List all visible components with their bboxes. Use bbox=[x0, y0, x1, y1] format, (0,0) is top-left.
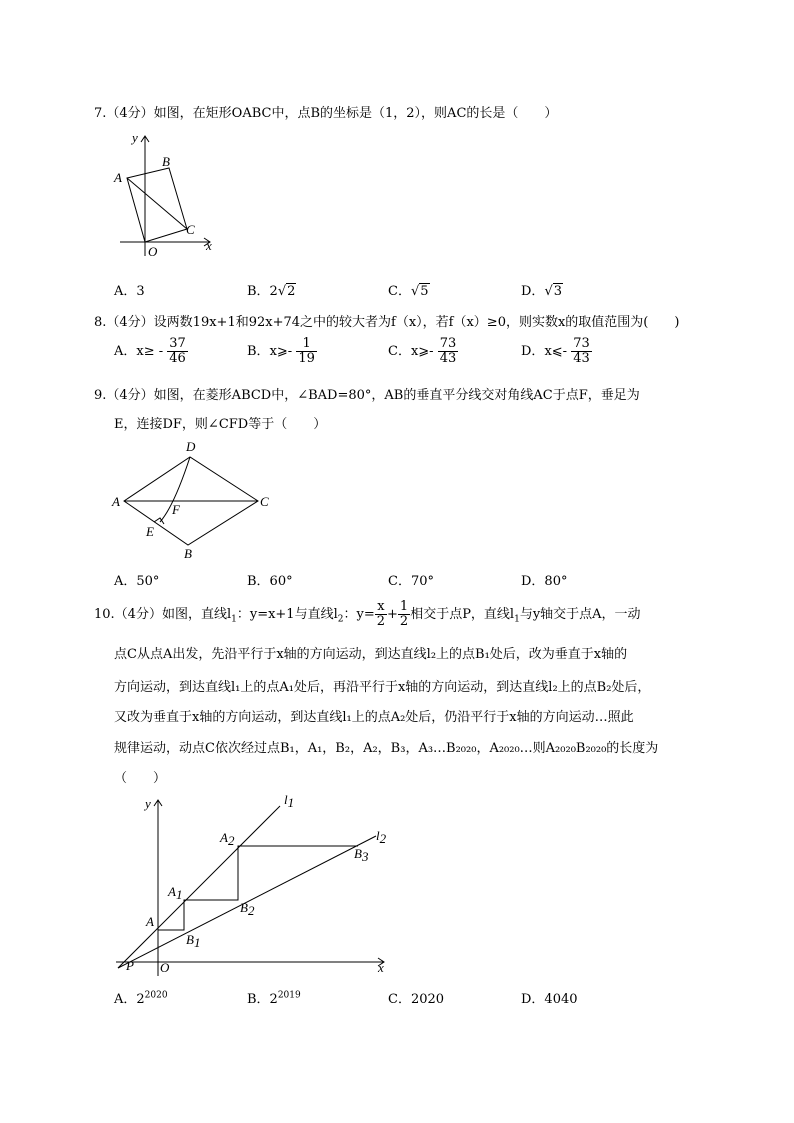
q7-option-d: D．√3 bbox=[521, 284, 563, 299]
q9-label-F: F bbox=[172, 502, 180, 517]
q10-option-d: D．4040 bbox=[521, 992, 578, 1007]
q7-label-A: A bbox=[114, 170, 122, 185]
q8-stem: 8.（4分）设两数19x+1和92x+74之中的较大者为f（x），若f（x）≥0，则实数x的取值范围为( ) bbox=[94, 315, 680, 330]
q10-stem-line6: （ ） bbox=[114, 771, 167, 786]
q7-label-x: x bbox=[206, 238, 212, 253]
q10-label-l1: l1 bbox=[284, 792, 295, 810]
q9-label-E: E bbox=[146, 524, 154, 539]
q10-label-x: x bbox=[378, 960, 384, 975]
q10-label-A1: A1 bbox=[168, 884, 183, 902]
q9-label-A: A bbox=[112, 494, 120, 509]
q10-stem-line3: 方向运动，到达直线l₁上的点A₁处后，再沿平行于x轴的方向运动，到达直线l₂上的点B₂处后， bbox=[114, 680, 651, 695]
q10-figure bbox=[108, 790, 398, 980]
q7-figure bbox=[110, 128, 230, 263]
q9-option-d: D．80° bbox=[521, 574, 568, 589]
q7-label-O: O bbox=[148, 244, 158, 259]
q7-label-B: B bbox=[162, 154, 170, 169]
q10-stem-line1: 10.（4分）如图，直线$l_1$：y=x+1与直线$l_2$：y= $\frac{x}{2}$ + $\frac{1}{2}$ 相交于点P，直线$l_1$与y轴交于点A，一动 bbox=[94, 599, 641, 629]
q10-option-c: C．2020 bbox=[388, 992, 445, 1007]
q7-stem: 7.（4分）如图，在矩形OABC中，点B的坐标是（1，2），则AC的长是（ ） bbox=[94, 106, 558, 121]
q7-label-C: C bbox=[186, 222, 195, 237]
q9-label-C: C bbox=[260, 494, 269, 509]
q9-figure bbox=[108, 436, 278, 566]
q7-option-c: C．√5 bbox=[388, 284, 429, 299]
q9-label-D: D bbox=[186, 439, 196, 454]
q10-label-B2: B2 bbox=[240, 900, 255, 918]
q9-option-a: A．50° bbox=[114, 574, 160, 589]
q8-option-b: B．x⩾- $\frac{1}{19}$ bbox=[247, 336, 315, 366]
q10-stem-line4: 又改为垂直于x轴的方向运动，到达直线l₁上的点A₂处后，仍沿平行于x轴的方向运动…照此 bbox=[114, 710, 634, 725]
q9-stem-line2: E，连接DF，则∠CFD等于（ ） bbox=[114, 417, 327, 432]
q7-option-a: A．3 bbox=[114, 284, 145, 299]
q10-label-y: y bbox=[145, 796, 151, 811]
q10-label-A: A bbox=[146, 914, 154, 929]
q10-label-l2: l2 bbox=[376, 828, 387, 846]
q8-option-d: D．x⩽- $\frac{73}{43}$ bbox=[521, 336, 590, 366]
q9-option-b: B．60° bbox=[247, 574, 293, 589]
q10-stem-line2: 点C从点A出发，先沿平行于x轴的方向运动，到达直线l₂上的点B₁处后，改为垂直于x轴的 bbox=[114, 647, 628, 662]
q9-option-c: C．70° bbox=[388, 574, 434, 589]
q7-option-b: B．2√2 bbox=[247, 284, 296, 299]
q10-label-A2: A2 bbox=[220, 830, 235, 848]
q8-option-a: A．x≥ - $\frac{37}{46}$ bbox=[114, 336, 186, 366]
q10-option-b: B．$2^{2019}$ bbox=[247, 990, 301, 1007]
q10-label-P: P bbox=[126, 958, 134, 973]
q9-stem-line1: 9.（4分）如图，在菱形ABCD中，∠BAD=80°，AB的垂直平分线交对角线AC于点F，垂足为 bbox=[94, 388, 640, 403]
q10-label-B3: B3 bbox=[354, 846, 369, 864]
q9-label-B: B bbox=[184, 546, 192, 561]
q10-option-a: A．$2^{2020}$ bbox=[114, 990, 168, 1007]
q10-stem-line5: 规律运动，动点C依次经过点B₁，A₁，B₂，A₂，B₃，A₃…B₂₀₂₀，A₂₀₂₀…则A₂₀₂₀B₂₀₂₀的长度为 bbox=[114, 741, 659, 756]
q10-label-O: O bbox=[160, 960, 170, 975]
q8-option-c: C．x⩾- $\frac{73}{43}$ bbox=[388, 336, 457, 366]
q7-label-y: y bbox=[132, 130, 138, 145]
q10-label-B1: B1 bbox=[186, 932, 201, 950]
